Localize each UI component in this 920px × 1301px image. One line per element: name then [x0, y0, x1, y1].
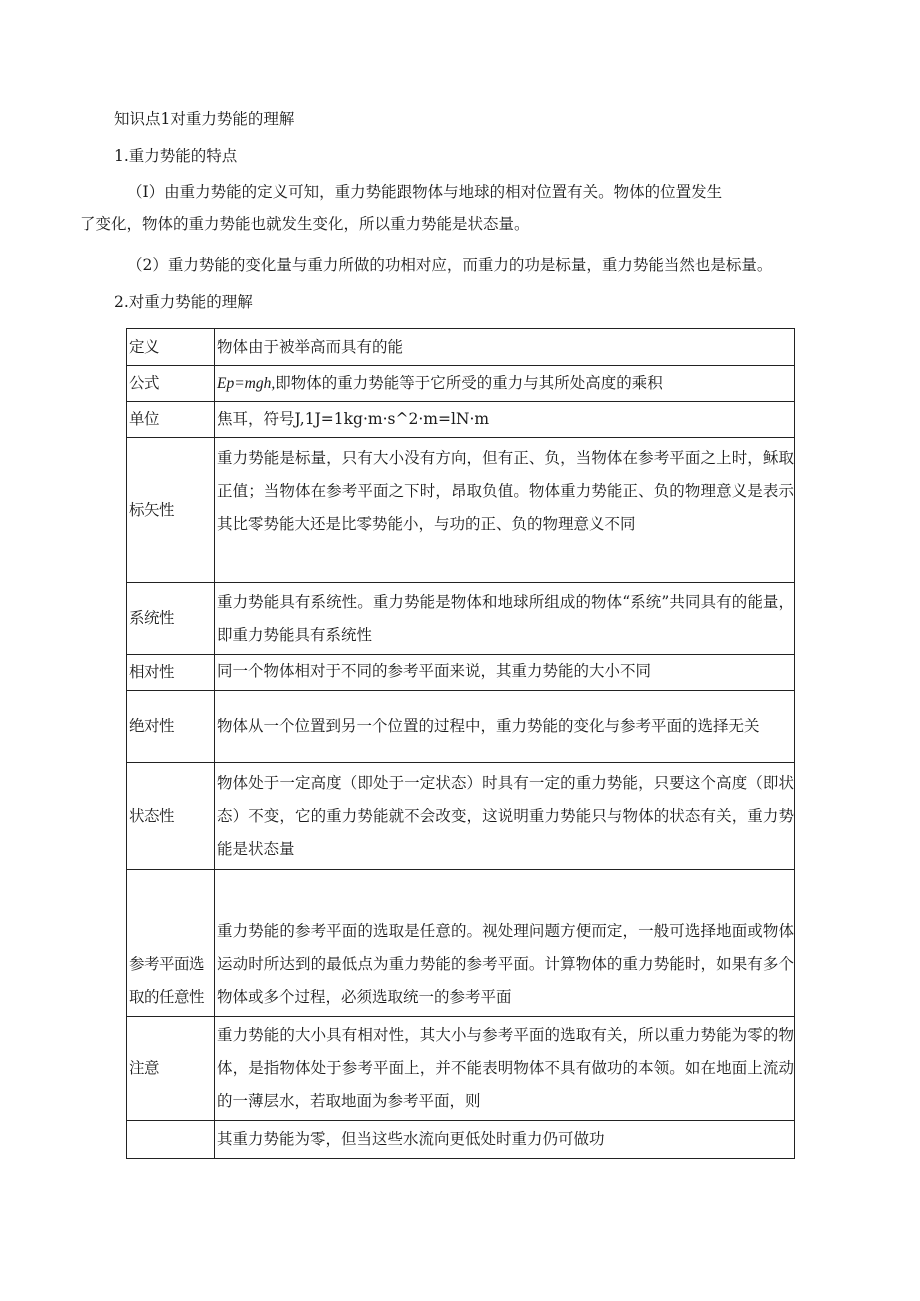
table-row [127, 1121, 795, 1159]
formula: Ep=mgh, [217, 375, 276, 392]
row-description: 重力势能是标量，只有大小没有方向，但有正、负，当物体在参考平面之上时，稣取正值；当物体在参考平面之下时，昂取负值。物体重力势能正、负的物理意义是表示其比零势能大还是比零势能小，与功的正、负的物理意义不同 [215, 438, 795, 583]
row-term: 标矢性 [127, 438, 215, 583]
table-row [127, 366, 795, 402]
row-term: 单位 [127, 402, 215, 438]
section1-title: 1.重力势能的特点 [114, 147, 238, 165]
table-row [127, 655, 795, 691]
section1-paragraph2: （2）重力势能的变化量与重力所做的功相对应，而重力的功是标量，重力势能当然也是标量。 [127, 256, 773, 274]
row-term: 公式 [127, 366, 215, 402]
table-row [127, 329, 795, 366]
row-term [127, 1121, 215, 1159]
table-row [127, 870, 795, 1017]
row-term-line2: 取的任意性 [129, 988, 205, 1006]
row-description: 重力势能具有系统性。重力势能是物体和地球所组成的物体“系统”共同具有的能量，即重力势能具有系统性 [215, 583, 795, 655]
row-description: 物体由于被举高而具有的能 [215, 329, 795, 366]
properties-table [126, 328, 795, 1159]
row-term [127, 870, 215, 1017]
table-row [127, 691, 795, 763]
section-heading: 知识点1对重力势能的理解 [114, 110, 295, 128]
row-term: 系统性 [127, 583, 215, 655]
section2-title: 2.对重力势能的理解 [114, 293, 253, 311]
row-term: 注意 [127, 1017, 215, 1121]
row-term-line1: 参考平面选 [129, 955, 205, 973]
formula-explanation: 即物体的重力势能等于它所受的重力与其所处高度的乘积 [275, 374, 663, 392]
row-description: 重力势能的参考平面的选取是任意的。视处理问题方便而定，一般可选择地面或物体运动时所达到的最低点为重力势能的参考平面。计算物体的重力势能时，如果有多个物体或多个过程，必须选取统一的参考平面 [215, 870, 795, 1017]
section1-paragraph1-line2: 了变化，物体的重力势能也就发生变化，所以重力势能是状态量。 [80, 215, 530, 233]
row-description: 物体从一个位置到另一个位置的过程中，重力势能的变化与参考平面的选择无关 [215, 691, 795, 763]
row-term: 绝对性 [127, 691, 215, 763]
row-term: 定义 [127, 329, 215, 366]
table-row [127, 763, 795, 870]
row-term: 相对性 [127, 655, 215, 691]
row-description: 焦耳，符号J,1J=1kg·m·s^2·m=lN·m [215, 402, 795, 438]
row-description: 物体处于一定高度（即处于一定状态）时具有一定的重力势能，只要这个高度（即状态）不变，它的重力势能就不会改变，这说明重力势能只与物体的状态有关，重力势能是状态量 [215, 763, 795, 870]
section1-paragraph1-line1: （I）由重力势能的定义可知，重力势能跟物体与地球的相对位置有关。物体的位置发生 [127, 183, 723, 201]
table-row [127, 438, 795, 583]
row-description [215, 366, 795, 402]
table-row [127, 1017, 795, 1121]
table-row [127, 583, 795, 655]
row-term: 状态性 [127, 763, 215, 870]
row-description: 其重力势能为零，但当这些水流向更低处时重力仍可做功 [215, 1121, 795, 1159]
row-description: 重力势能的大小具有相对性，其大小与参考平面的选取有关，所以重力势能为零的物体，是指物体处于参考平面上，并不能表明物体不具有做功的本领。如在地面上流动的一薄层水，若取地面为参考平面，则 [215, 1017, 795, 1121]
row-description: 同一个物体相对于不同的参考平面来说，其重力势能的大小不同 [215, 655, 795, 691]
table-row [127, 402, 795, 438]
